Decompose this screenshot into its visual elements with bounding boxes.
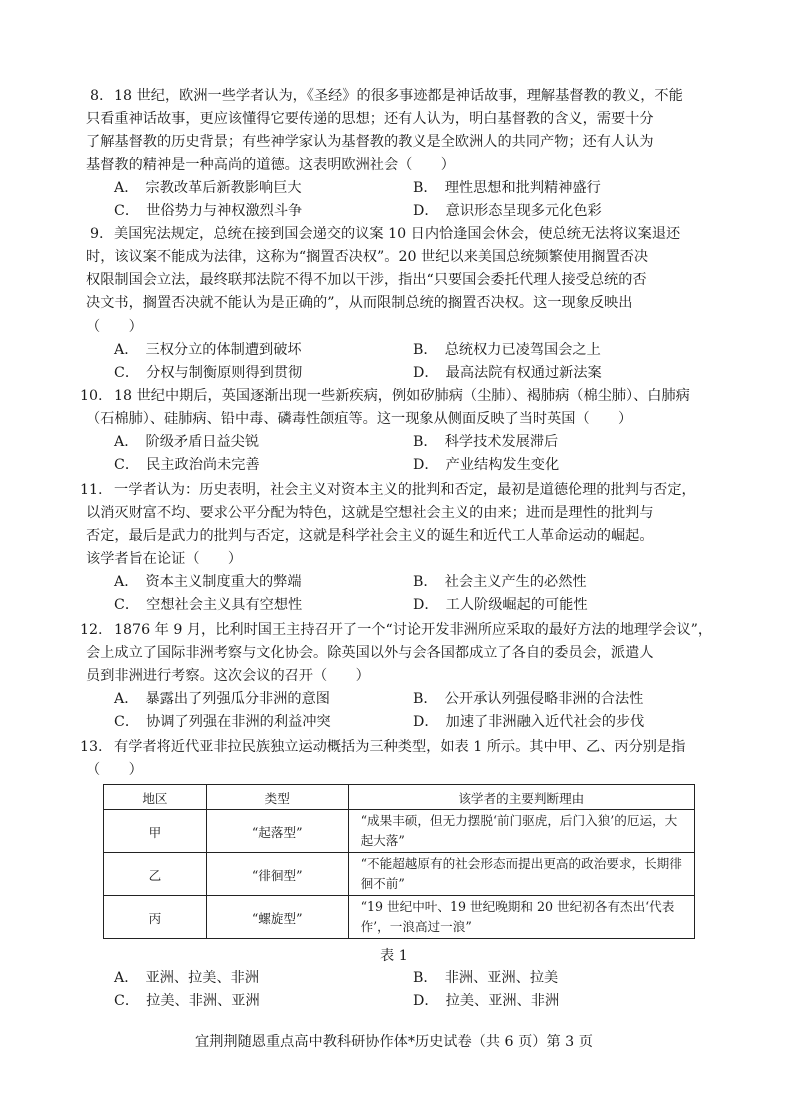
option-a: A． 宗教改革后新教影响巨大 bbox=[114, 180, 302, 196]
option-d: D． 加速了非洲融入近代社会的步伐 bbox=[413, 714, 645, 730]
option-d: D． 工人阶级崛起的可能性 bbox=[413, 597, 588, 613]
option-b: B． 社会主义产生的必然性 bbox=[413, 574, 587, 590]
table-caption: 表 1 bbox=[380, 948, 408, 964]
question-number: 11. bbox=[80, 482, 103, 498]
option-c: C． 民主政治尚未完善 bbox=[114, 457, 260, 473]
cell-region: 甲 bbox=[104, 810, 207, 853]
option-c: C． 分权与制衡原则得到贯彻 bbox=[114, 365, 303, 381]
type-table bbox=[103, 784, 695, 939]
option-a: A． 三权分立的体制遭到破坏 bbox=[114, 342, 302, 358]
cell-region: 丙 bbox=[104, 896, 207, 939]
header-region: 地区 bbox=[104, 785, 207, 810]
question-stem-line: 权限制国会立法，最终联邦法院不得不加以干涉，指出“只要国会委托代理人接受总统的否 bbox=[86, 272, 647, 288]
question-stem-line: 一学者认为：历史表明，社会主义对资本主义的批判和否定，最初是道德伦理的批判与否定， bbox=[114, 482, 696, 498]
question-stem-line: 会上成立了国际非洲考察与文化协会。除英国以外与会各国都成立了各自的委员会，派遣人 bbox=[86, 645, 654, 661]
table-row bbox=[104, 810, 695, 853]
question-stem-line: 有学者将近代亚非拉民族独立运动概括为三种类型，如表 1 所示。其中甲、乙、丙分别是指 bbox=[114, 739, 686, 755]
option-d: D． 意识形态呈现多元化色彩 bbox=[413, 203, 602, 219]
option-b: B． 总统权力已凌驾国会之上 bbox=[413, 342, 601, 358]
option-a: A． 暴露出了列强瓜分非洲的意图 bbox=[114, 691, 330, 707]
question-stem-line: 决文书，搁置否决就不能认为是正确的”，从而限制总统的搁置否决权。这一现象反映出 bbox=[86, 295, 633, 311]
question-stem-line: 员到非洲进行考察。这次会议的召开（ ） bbox=[86, 668, 370, 684]
option-c: C． 协调了列强在非洲的利益冲突 bbox=[114, 714, 331, 730]
question-stem-line: 1876 年 9 月，比利时国王主持召开了一个“讨论开发非洲所应采取的最好方法的地理学会议”， bbox=[114, 622, 713, 638]
option-b: B． 科学技术发展滞后 bbox=[413, 434, 559, 450]
question-stem-line: 基督教的精神是一种高尚的道德。这表明欧洲社会（ ） bbox=[86, 157, 455, 173]
question-stem-line: 18 世纪，欧洲一些学者认为，《圣经》的很多事迹都是神话故事，理解基督教的教义，不能 bbox=[114, 88, 683, 104]
question-number: 12. bbox=[80, 622, 103, 638]
question-stem-line: 时，该议案不能成为法律，这称为“搁置否决权”。20 世纪以来美国总统频繁使用搁置否决 bbox=[86, 249, 649, 265]
cell-region: 乙 bbox=[104, 853, 207, 896]
option-d: D． 产业结构发生变化 bbox=[413, 457, 560, 473]
question-number: 8. bbox=[90, 88, 104, 104]
question-stem-line: 否定，最后是武力的批判与否定，这就是科学社会主义的诞生和近代工人革命运动的崛起。 bbox=[86, 528, 654, 544]
question-stem-line: （ ） bbox=[86, 762, 143, 778]
question-stem-line: 该学者旨在论证（ ） bbox=[86, 551, 243, 567]
cell-type: “螺旋型” bbox=[206, 896, 348, 939]
option-b: B． 公开承认列强侵略非洲的合法性 bbox=[413, 691, 644, 707]
cell-reason: “19 世纪中叶、19 世纪晚期和 20 世纪初各有杰出‘代表作’，一浪高过一浪” bbox=[348, 896, 694, 939]
header-type: 类型 bbox=[206, 785, 348, 810]
question-number: 9. bbox=[90, 226, 104, 242]
question-stem-line: 了解基督教的历史背景；有些神学家认为基督教的教义是全欧洲人的共同产物；还有人认为 bbox=[86, 134, 654, 150]
option-c: C． 世俗势力与神权激烈斗争 bbox=[114, 203, 303, 219]
cell-reason: “不能超越原有的社会形态而提出更高的政治要求，长期徘徊不前” bbox=[348, 853, 694, 896]
question-stem-line: 美国宪法规定，总统在接到国会递交的议案 10 日内恰逢国会休会，使总统无法将议案退还 bbox=[114, 226, 681, 242]
question-stem-line: 只看重神话故事，更应该懂得它要传递的思想；还有人认为，明白基督教的含义，需要十分 bbox=[86, 111, 654, 127]
table-header-row bbox=[104, 785, 695, 810]
question-stem-line: （ ） bbox=[86, 319, 143, 335]
cell-reason: “成果丰硕，但无力摆脱‘前门驱虎，后门入狼’的厄运，大起大落” bbox=[348, 810, 694, 853]
question-stem-line: 18 世纪中期后，英国逐渐出现一些新疾病，例如矽肺病（尘肺）、褐肺病（棉尘肺）、白肺病 bbox=[114, 388, 690, 404]
question-number: 13. bbox=[80, 739, 103, 755]
option-d: D． 最高法院有权通过新法案 bbox=[413, 365, 602, 381]
option-c: C． 空想社会主义具有空想性 bbox=[114, 597, 303, 613]
option-a: A． 资本主义制度重大的弊端 bbox=[114, 574, 302, 590]
page-footer: 宜荆荆随恩重点高中教科研协作体*历史试卷（共 6 页）第 3 页 bbox=[195, 1034, 593, 1050]
option-b: B． 理性思想和批判精神盛行 bbox=[413, 180, 601, 196]
question-number: 10. bbox=[80, 388, 103, 404]
cell-type: “起落型” bbox=[206, 810, 348, 853]
table-row bbox=[104, 853, 695, 896]
option-d: D． 拉美、亚洲、非洲 bbox=[413, 993, 560, 1009]
cell-type: “徘徊型” bbox=[206, 853, 348, 896]
question-stem-line: （石棉肺）、硅肺病、铅中毒、磷毒性颌疽等。这一现象从侧面反映了当时英国（ ） bbox=[86, 411, 633, 427]
table-row bbox=[104, 896, 695, 939]
option-b: B． 非洲、亚洲、拉美 bbox=[413, 970, 559, 986]
option-a: A． 阶级矛盾日益尖锐 bbox=[114, 434, 260, 450]
option-c: C． 拉美、非洲、亚洲 bbox=[114, 993, 260, 1009]
option-a: A． 亚洲、拉美、非洲 bbox=[114, 970, 260, 986]
header-reason: 该学者的主要判断理由 bbox=[348, 785, 694, 810]
question-stem-line: 以消灭财富不均、要求公平分配为特色，这就是空想社会主义的由来；进而是理性的批判与 bbox=[86, 505, 654, 521]
